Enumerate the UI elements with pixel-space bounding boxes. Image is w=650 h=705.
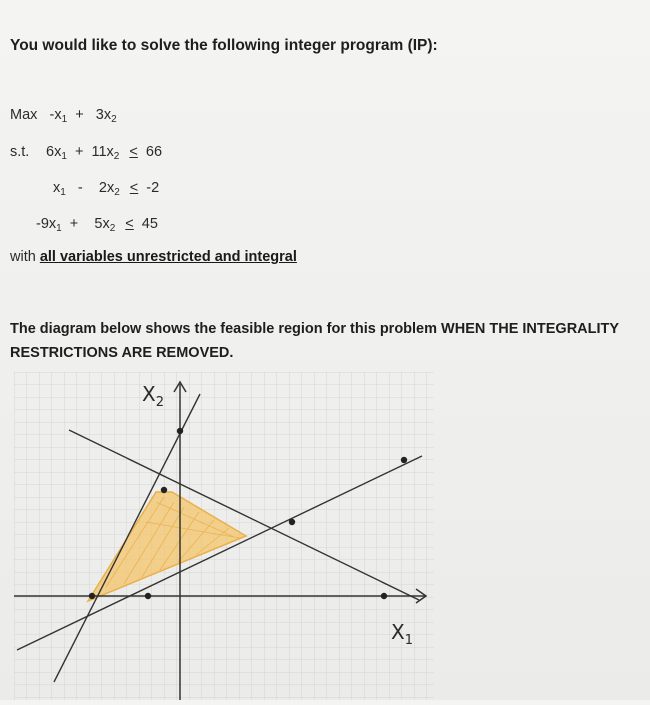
objective-function: [10, 107, 117, 125]
leq-symbol: <: [125, 216, 134, 232]
integrality-note: all variables unrestricted and integral: [39, 249, 297, 265]
x2-axis-label: $X_2$: [142, 382, 164, 410]
objective-term-1: $-x_1$: [49, 107, 68, 125]
diagram-description: The diagram below shows the feasible region for this problem WHEN THE INTEGRALITY RESTRICTIONS ARE REMOVED.: [10, 321, 619, 361]
leq-symbol: <: [129, 180, 139, 196]
x1-axis-label: $X_1$: [391, 620, 413, 648]
objective-label: Max: [10, 107, 38, 123]
feasible-region-diagram: [14, 372, 628, 700]
constraint-3: $-9x_1$ + $5x_2 < 45$: [36, 216, 158, 234]
objective-op: +: [75, 107, 84, 123]
constraint-1: $6x_1 + 11x_2 < 66$: [46, 144, 163, 162]
intro-text: You would like to solve the following integer program (IP):: [10, 37, 438, 54]
feasible-region-figure: [14, 372, 628, 700]
leq-symbol: <: [129, 144, 138, 160]
with-clause: with all variables unrestricted and integral: [10, 249, 297, 265]
constraint-2: $x_1$ - $2x_2 < -2$: [53, 180, 160, 198]
objective-term-2: $3x_2$: [95, 107, 117, 125]
subject-to-label: s.t.: [10, 144, 30, 160]
